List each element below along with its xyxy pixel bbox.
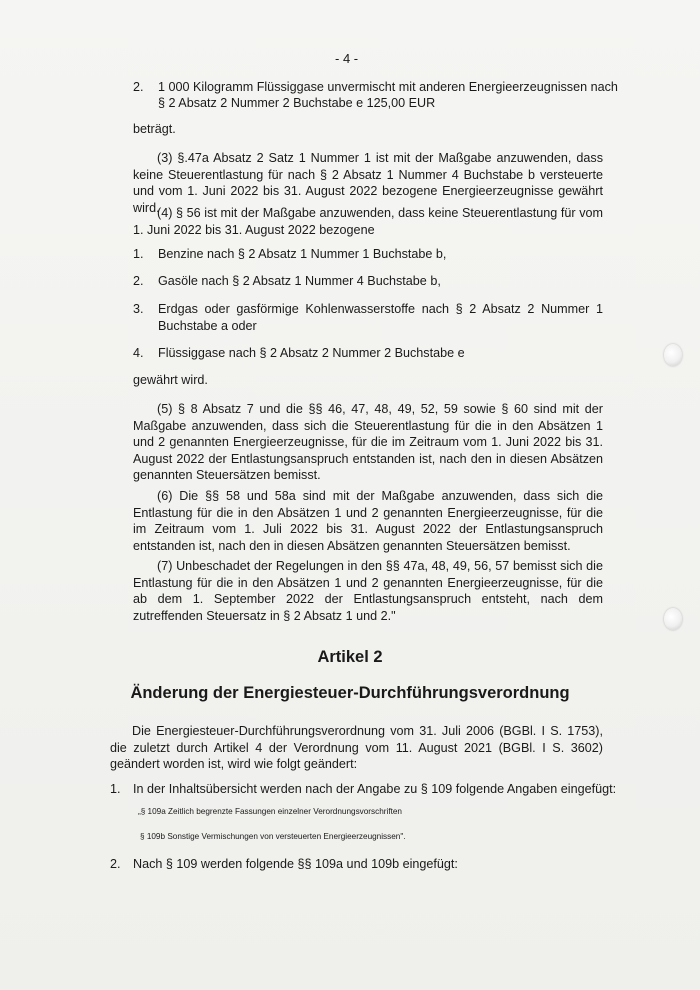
list-item-number: 3. xyxy=(133,302,144,316)
punch-hole xyxy=(664,344,682,366)
paragraph-4: (4) § 56 ist mit der Maßgabe anzuwenden, dass keine Steuerentlastung für vom 1. Juni 2022 bis 31. August 2022 bezogene xyxy=(133,206,603,237)
list-item-text: 1 000 Kilogramm Flüssiggase unvermischt mit anderen Energieerzeugnissen nach xyxy=(158,80,618,94)
list-item-number: 2. xyxy=(133,80,144,94)
list-item-text: Erdgas oder gasförmige Kohlenwasserstoffe nach § 2 Absatz 2 Nummer 1 Buchstabe a oder xyxy=(158,302,603,333)
paragraph-text: beträgt. xyxy=(133,122,176,136)
paragraph-6: (6) Die §§ 58 und 58a sind mit der Maßgabe anzuwenden, dass sich die Entlastung für die in den Absätzen 1 und 2 genannten Energieerzeugnisse, für die im Zeitraum vom 1. Juli 2022 bis 31. August 2022 der Entlastungsanspruch entstanden ist, nach den in diesen Absätzen genannten Steuersätzen bemisst. xyxy=(133,489,603,553)
list-item-text: Benzine nach § 2 Absatz 1 Nummer 1 Buchstabe b, xyxy=(158,247,447,261)
list-item-number: 2. xyxy=(110,857,121,871)
article-heading: Artikel 2 xyxy=(317,648,383,666)
toc-entry: § 109b Sonstige Vermischungen von versteuerten Energieerzeugnissen". xyxy=(140,832,406,841)
list-item-text: Flüssiggase nach § 2 Absatz 2 Nummer 2 Buchstabe e xyxy=(158,346,465,360)
list-item-text: § 2 Absatz 2 Nummer 2 Buchstabe e 125,00 EUR xyxy=(158,96,436,110)
paragraph-5: (5) § 8 Absatz 7 und die §§ 46, 47, 48, 49, 52, 59 sowie § 60 sind mit der Maßgabe anzuwenden, dass sich die Steuerentlastung für die in den Absätzen 1 und 2 genannten Energieerzeugnisse, für die im Zeitraum vom 1. Juni 2022 bis 31. August 2022 der Entlastungsanspruch entstanden ist, nach den in diesen Absätzen genannten Steuersätzen bemisst. xyxy=(133,402,603,482)
article-title: Änderung der Energiesteuer-Durchführungsverordnung xyxy=(130,684,570,702)
list-item-text: Nach § 109 werden folgende §§ 109a und 109b eingefügt: xyxy=(133,857,458,871)
page-number: - 4 - xyxy=(335,51,359,66)
toc-entry: „§ 109a Zeitlich begrenzte Fassungen einzelner Verordnungsvorschriften xyxy=(138,807,402,816)
punch-hole xyxy=(664,608,682,630)
paragraph-3: (3) §.47a Absatz 2 Satz 1 Nummer 1 ist mit der Maßgabe anzuwenden, dass keine Steuerentlastung für nach § 2 Absatz 1 Nummer 4 Buchstabe b versteuerte und vom 1. Juni 2022 bis 31. August 2022 bezogene Energieerzeugnisse gewährt wird. xyxy=(133,151,603,215)
article-intro: Die Energiesteuer-Durchführungsverordnung vom 31. Juli 2006 (BGBl. I S. 1753), die zuletzt durch Artikel 4 der Verordnung vom 11. August 2021 (BGBl. I S. 3602) geändert worden ist, wird wie folgt geändert: xyxy=(110,724,603,771)
list-item-number: 2. xyxy=(133,274,144,288)
list-item-number: 1. xyxy=(110,782,121,796)
list-item-text: Gasöle nach § 2 Absatz 1 Nummer 4 Buchstabe b, xyxy=(158,274,441,288)
list-item-number: 1. xyxy=(133,247,144,261)
list-item-number: 4. xyxy=(133,346,144,360)
paragraph-7: (7) Unbeschadet der Regelungen in den §§ 47a, 48, 49, 56, 57 bemisst sich die Entlastung für die in den Absätzen 1 und 2 genannten Energieerzeugnisse, für die ab dem 1. September 2022 der Entlastungsanspruch entsteht, nach dem zutreffenden Steuersatz in § 2 Absatz 1 und 2." xyxy=(133,559,603,623)
paragraph-text: gewährt wird. xyxy=(133,373,208,387)
list-item-text: In der Inhaltsübersicht werden nach der Angabe zu § 109 folgende Angaben eingefügt: xyxy=(133,782,617,796)
